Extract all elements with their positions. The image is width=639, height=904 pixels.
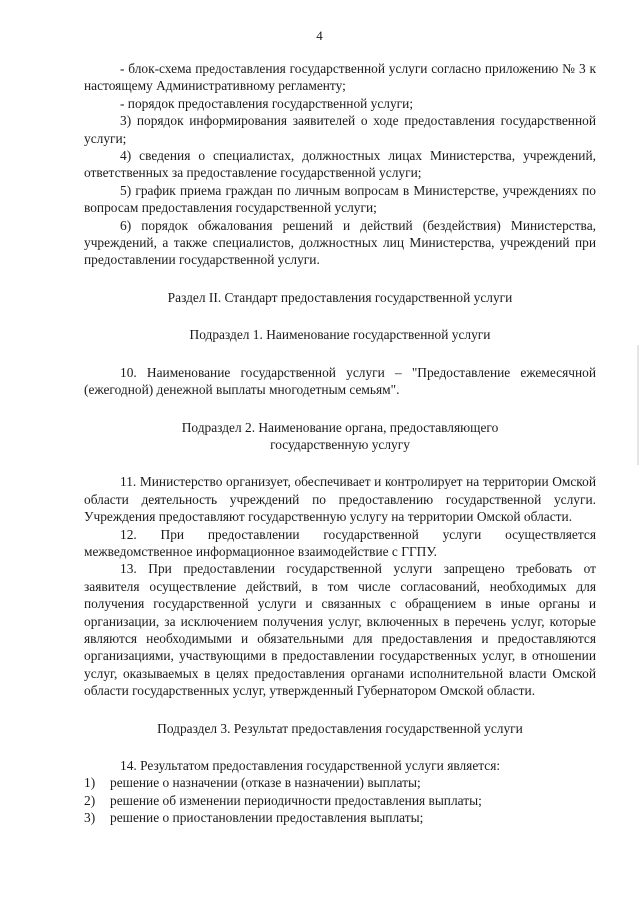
subsection-1-title: Подраздел 1. Наименование государственной услуги — [189, 327, 491, 343]
intro-item: - порядок предоставления государственной услуги; — [120, 95, 414, 111]
intro-item: 4) сведения о специалистах, должностных лицах Министерства, учреждений, ответственных за предоставление государственной услуги; — [84, 148, 596, 181]
paragraph-14: 14. Результатом предоставления государственной услуги является: — [120, 758, 501, 773]
result-list-item — [84, 774, 596, 791]
intro-item: 3) порядок информирования заявителей о ходе предоставления государственной услуги; — [84, 113, 596, 146]
intro-item: 5) график приема граждан по личным вопросам в Министерстве, учреждениях по вопросам предоставления государственной услуги; — [84, 182, 596, 216]
intro-item: - блок-схема предоставления государственной услуги согласно приложению № 3 к настоящему Административному регламенту; — [84, 61, 596, 94]
paragraph-12: 12. При предоставлении государственной услуги осуществляется межведомственное информационное взаимодействие с ГГПУ. — [84, 526, 596, 559]
result-list-item — [84, 809, 596, 826]
result-list-text: решение о приостановлении предоставления выплаты; — [110, 810, 424, 826]
result-list-item — [84, 792, 596, 809]
paragraph-10: 10. Наименование государственной услуги – "Предоставление ежемесячной (ежегодной) денежной выплаты многодетным семьям". — [84, 364, 596, 398]
subsection-2-title-line1: Подраздел 2. Наименование органа, предоставляющего — [181, 419, 499, 435]
section-title: Раздел II. Стандарт предоставления государственной услуги — [167, 289, 513, 305]
subsection-3-title: Подраздел 3. Результат предоставления государственной услуги — [157, 720, 523, 736]
result-list-text: решение об изменении периодичности предоставления выплаты; — [110, 792, 482, 808]
paragraph-13: 13. При предоставлении государственной услуги запрещено требовать от заявителя осуществление действий, в том числе согласований, необходимых для получения государственной услуги и связанных с обращением в иные органы и организации, за исключением получения услуг, включенных в перечень услуг, которые являются необходимыми и обязательными для предоставления и предоставляются организациями, участвующими в предоставлении государственных услуг, в отношении услуг, оказываемых в целях предоставления органами исполнительной власти Омской области государственных услуг, утвержденный Губернатором Омской области. — [84, 561, 596, 699]
document-body — [84, 60, 596, 827]
result-list-number: 3) — [84, 810, 96, 826]
paragraph-11: 11. Министерство организует, обеспечивает и контролирует на территории Омской области деятельность учреждений по предоставлению государственной услуги. Учреждения предоставляют государственную услугу на территории Омской области. — [84, 474, 596, 525]
page-number: 4 — [316, 28, 323, 43]
result-list-text: решение о назначении (отказе в назначении) выплаты; — [110, 775, 421, 791]
result-list-number: 2) — [84, 792, 96, 808]
result-list-number: 1) — [84, 775, 96, 791]
intro-item: 6) порядок обжалования решений и действий (бездействия) Министерства, учреждений, а также специалистов, должностных лиц Министерства, учреждений при предоставлении государственной услуги. — [84, 217, 596, 268]
subsection-2-title-line2: государственную услугу — [270, 436, 410, 452]
